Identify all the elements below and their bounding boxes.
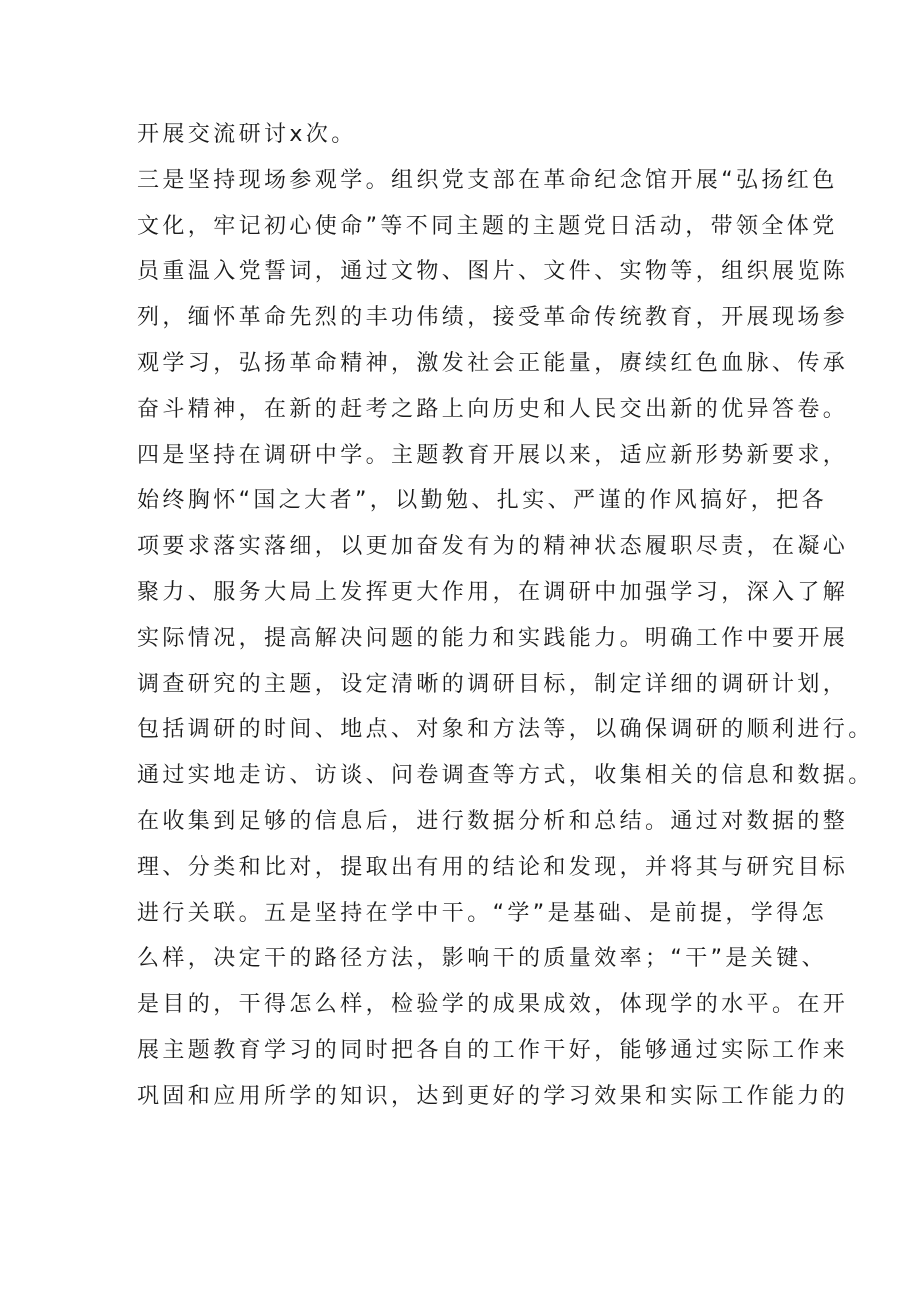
text-line: 项要求落实落细，以更加奋发有为的精神状态履职尽责，在凝心 bbox=[137, 534, 849, 560]
text-line: 三是坚持现场参观学。组织党支部在革命纪念馆开展“弘扬红色 bbox=[137, 167, 838, 193]
text-line: 么样，决定干的路径方法，影响干的质量效率；“干”是关键、 bbox=[137, 946, 827, 972]
text-line: 在收集到足够的信息后，进行数据分析和总结。通过对数据的整 bbox=[137, 808, 849, 834]
text-line: 奋斗精神，在新的赶考之路上向历史和人民交出新的优异答卷。 bbox=[137, 396, 849, 422]
text-line: 展主题教育学习的同时把各自的工作干好，能够通过实际工作来 bbox=[137, 1037, 849, 1063]
text-line: 进行关联。五是坚持在学中干。“学”是基础、是前提，学得怎 bbox=[137, 900, 827, 926]
text-line: 列，缅怀革命先烈的丰功伟绩，接受革命传统教育，开展现场参 bbox=[137, 305, 849, 331]
text-line: 实际情况，提高解决问题的能力和实践能力。明确工作中要开展 bbox=[137, 625, 849, 651]
text-line: 文化，牢记初心使命”等不同主题的主题党日活动，带领全体党 bbox=[137, 213, 838, 239]
text-line: 四是坚持在调研中学。主题教育开展以来，适应新形势新要求， bbox=[137, 442, 849, 468]
text-line: 是目的，干得怎么样，检验学的成果成效，体现学的水平。在开 bbox=[137, 992, 849, 1018]
text-line: 员重温入党誓词，通过文物、图片、文件、实物等，组织展览陈 bbox=[137, 259, 849, 285]
text-line: 理、分类和比对，提取出有用的结论和发现，并将其与研究目标 bbox=[137, 854, 849, 880]
text-line: 通过实地走访、访谈、问卷调查等方式，收集相关的信息和数据。 bbox=[137, 763, 874, 789]
text-line: 观学习，弘扬革命精神，激发社会正能量，赓续红色血脉、传承 bbox=[137, 350, 849, 376]
text-line: 始终胸怀“国之大者”，以勤勉、扎实、严谨的作风搞好，把各 bbox=[137, 488, 827, 514]
text-line: 调查研究的主题，设定清晰的调研目标，制定详细的调研计划， bbox=[137, 671, 849, 697]
text-line: 包括调研的时间、地点、对象和方法等，以确保调研的顺利进行。 bbox=[137, 717, 874, 743]
text-line: 开展交流研讨x次。 bbox=[137, 122, 357, 147]
text-line: 聚力、服务大局上发挥更大作用，在调研中加强学习，深入了解 bbox=[137, 579, 849, 605]
body-text bbox=[137, 112, 874, 1120]
text-line: 巩固和应用所学的知识，达到更好的学习效果和实际工作能力的 bbox=[137, 1083, 849, 1109]
